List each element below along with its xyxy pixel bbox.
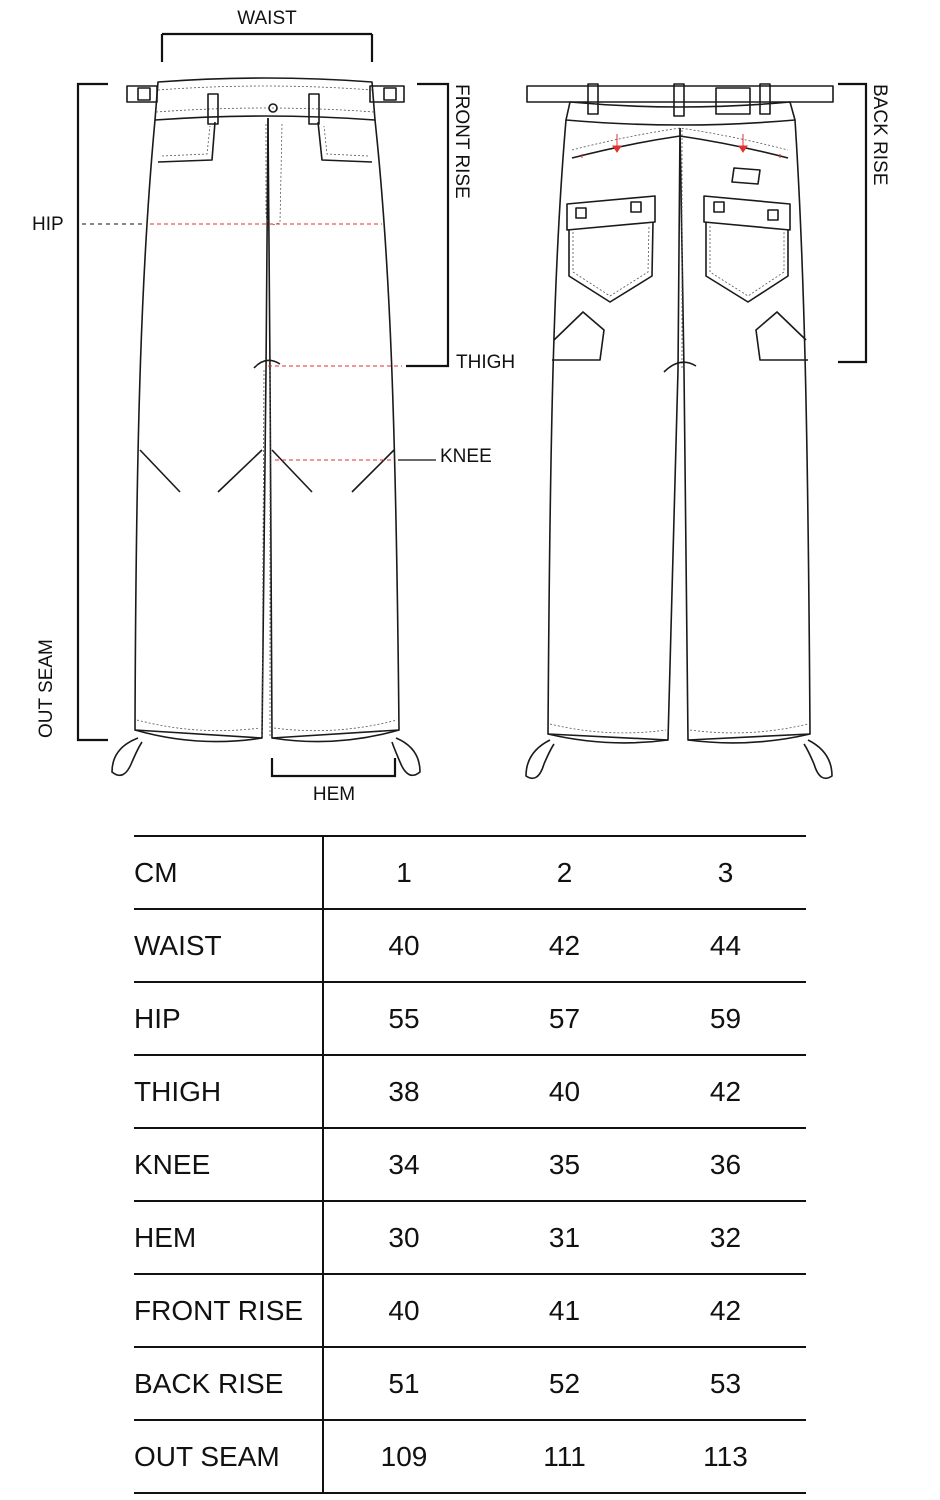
cell-value: 41	[484, 1274, 645, 1347]
table-row	[134, 1274, 806, 1347]
table-row	[134, 1347, 806, 1420]
row-label: WAIST	[134, 909, 323, 982]
cell-value: 113	[645, 1420, 806, 1493]
cell-value: 32	[645, 1201, 806, 1274]
hip-label: HIP	[32, 214, 64, 235]
out-seam-label: OUT SEAM	[36, 639, 57, 738]
cell-value: 40	[323, 1274, 484, 1347]
cell-value: 59	[645, 982, 806, 1055]
right-drawcord-icon	[392, 738, 420, 775]
right-pocket-flap	[704, 196, 790, 230]
left-drawcord-icon	[112, 738, 142, 775]
header-unit: CM	[134, 836, 323, 909]
left-pocket-flap	[567, 196, 655, 230]
cell-value: 34	[323, 1128, 484, 1201]
front-rise-dimension-line	[406, 84, 448, 366]
header-size-2: 2	[484, 836, 645, 909]
cell-value: 42	[645, 1055, 806, 1128]
row-label: KNEE	[134, 1128, 323, 1201]
cell-value: 57	[484, 982, 645, 1055]
row-label: FRONT RISE	[134, 1274, 323, 1347]
front-right-leg	[268, 118, 399, 738]
waist-label: WAIST	[237, 8, 297, 29]
table-row	[134, 1420, 806, 1493]
table-header-row	[134, 836, 806, 909]
row-label: THIGH	[134, 1055, 323, 1128]
size-chart-body	[134, 836, 806, 1493]
table-row	[134, 982, 806, 1055]
waist-dimension-line	[162, 34, 372, 62]
row-label: BACK RISE	[134, 1347, 323, 1420]
cell-value: 52	[484, 1347, 645, 1420]
table-row	[134, 1201, 806, 1274]
hem-dimension-line	[272, 758, 395, 776]
back-view	[526, 84, 833, 778]
header-size-1: 1	[323, 836, 484, 909]
row-label: OUT SEAM	[134, 1420, 323, 1493]
back-label-icon	[716, 88, 750, 114]
cell-value: 40	[484, 1055, 645, 1128]
cell-value: 44	[645, 909, 806, 982]
front-view	[112, 78, 420, 775]
cell-value: 111	[484, 1420, 645, 1493]
cell-value: 36	[645, 1128, 806, 1201]
cell-value: 31	[484, 1201, 645, 1274]
cell-value: 55	[323, 982, 484, 1055]
table-row	[134, 1055, 806, 1128]
cell-value: 51	[323, 1347, 484, 1420]
front-left-leg	[135, 118, 268, 738]
header-size-3: 3	[645, 836, 806, 909]
back-rise-label: BACK RISE	[869, 84, 890, 186]
cell-value: 38	[323, 1055, 484, 1128]
table-row	[134, 909, 806, 982]
cell-value: 30	[323, 1201, 484, 1274]
out-seam-dimension-line	[78, 84, 108, 740]
cell-value: 42	[484, 909, 645, 982]
cell-value: 42	[645, 1274, 806, 1347]
front-waistband	[155, 78, 375, 120]
table-row	[134, 1128, 806, 1201]
patch-icon	[732, 168, 760, 184]
knee-label: KNEE	[440, 446, 492, 467]
front-rise-label: FRONT RISE	[451, 84, 472, 199]
hem-label: HEM	[312, 784, 356, 805]
row-label: HIP	[134, 982, 323, 1055]
cell-value: 35	[484, 1128, 645, 1201]
size-chart-table	[134, 835, 806, 1494]
cell-value: 109	[323, 1420, 484, 1493]
cell-value: 53	[645, 1347, 806, 1420]
row-label: HEM	[134, 1201, 323, 1274]
thigh-label: THIGH	[456, 352, 516, 373]
back-rise-dimension-line	[838, 84, 866, 362]
back-waistband	[527, 86, 833, 102]
cell-value: 40	[323, 909, 484, 982]
